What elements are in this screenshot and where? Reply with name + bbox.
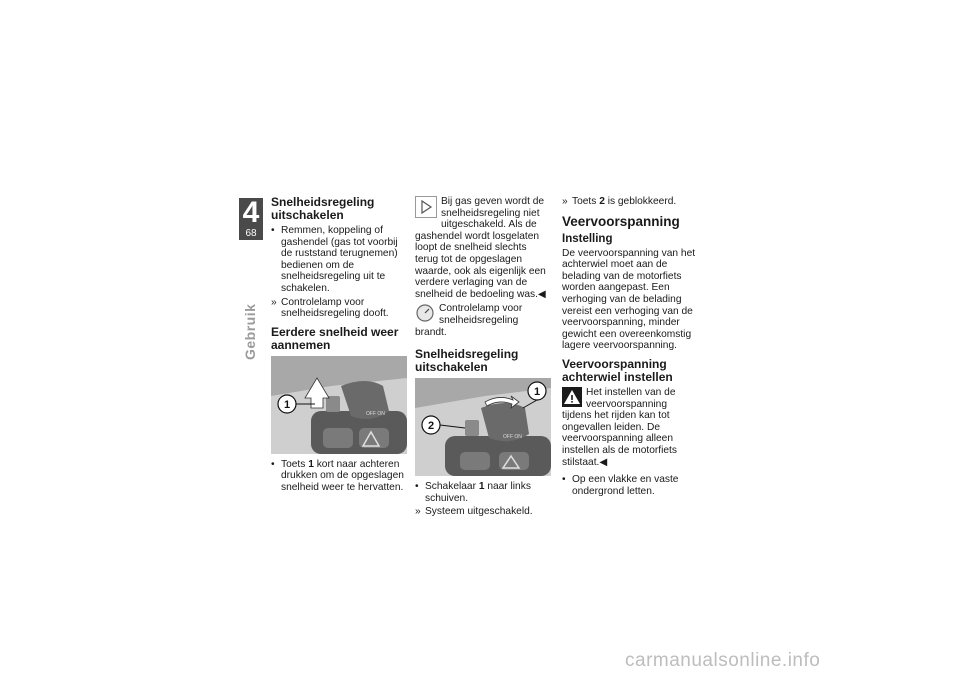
page-number: 68	[245, 228, 257, 239]
chapter-side-label: Gebruik	[242, 303, 258, 360]
item-text-pre: Schakelaar	[425, 481, 479, 493]
heading-cruise-off: Snelheidsregeling uitschakelen	[271, 195, 375, 222]
figure-callout: 1	[283, 398, 291, 411]
item-text: Systeem uitgeschakeld.	[425, 506, 533, 518]
result-item	[562, 196, 698, 208]
warning-block	[562, 387, 698, 468]
bullet-marker: •	[562, 474, 566, 486]
handlebar-switch-figure-1	[271, 356, 407, 454]
handlebar-switch-figure-2	[415, 378, 551, 476]
note-text: Bij gas geven wordt de snelheidsregeling niet uitgeschakeld. Als de gashendel wordt losgelaten loopt de snelheid slechts terug tot de opgeslagen waarde, ook als eigenlijk een verdere verlaging van de snelheid de bedoeling was.◀	[415, 196, 546, 300]
note-block	[415, 196, 551, 300]
switch-label: OFF ON	[366, 410, 385, 417]
speedometer-icon	[415, 303, 435, 323]
result-item	[415, 506, 551, 518]
column-3	[562, 196, 698, 499]
column-1	[271, 196, 407, 496]
figure-callout-1: 1	[533, 386, 541, 399]
item-text-post: is geblokkeerd.	[604, 196, 677, 207]
warning-icon	[562, 387, 582, 407]
heading-cruise-off: Snelheidsregeling uitschakelen	[415, 347, 519, 375]
list-item	[271, 225, 407, 295]
bullet-marker: •	[271, 225, 275, 236]
item-text-pre: Toets	[281, 458, 309, 470]
bullet-marker: •	[415, 481, 419, 493]
result-marker: »	[562, 196, 568, 207]
bullet-marker: •	[271, 458, 275, 470]
list-item	[271, 459, 407, 494]
play-icon	[415, 196, 437, 218]
heading-rear-preload: Veervoorspanning achterwiel instellen	[562, 356, 673, 384]
item-text-pre: Toets	[572, 196, 600, 207]
button-number: 2	[599, 196, 605, 207]
heading-resume: Eerdere snelheid weer aannemen	[271, 324, 399, 352]
heading-spring-preload: Veervoorspanning	[562, 213, 680, 229]
list-item	[415, 481, 551, 504]
result-marker: »	[415, 506, 421, 518]
chapter-number: 4	[242, 196, 260, 229]
chapter-tab	[239, 198, 263, 240]
item-text-post: kort naar achteren drukken om de opgeslagen snelheid weer te hervatten.	[281, 458, 404, 493]
item-text: Controlelamp voor snelheidsregeling dooft.	[281, 296, 389, 320]
item-text: Op een vlakke en vaste ondergrond letten.	[572, 474, 679, 497]
item-text-post: naar links schuiven.	[425, 481, 531, 504]
heading-setting: Instelling	[562, 232, 613, 245]
warning-text: Het instellen van de veervoorspanning tijdens het rijden kan tot ongevallen leiden. De veervoorspanning alleen instellen als de motorfiets stilstaat.◀	[562, 386, 677, 468]
list-item	[562, 474, 698, 497]
column-2	[415, 196, 551, 520]
button-number: 1	[308, 458, 314, 470]
result-item	[271, 297, 407, 320]
note-block	[415, 303, 551, 338]
switch-number: 1	[478, 481, 485, 493]
note-text: Controlelamp voor snelheidsregeling brandt.	[415, 303, 523, 338]
figure-callout-2: 2	[427, 420, 435, 433]
item-text: Remmen, koppeling of gashendel (gas tot voorbij de ruststand terugnemen) bedienen om de snelheidsregeling uit te schakelen.	[281, 225, 398, 294]
switch-label: OFF ON	[503, 434, 522, 441]
paragraph-preload: De veervoorspanning van het achterwiel moet aan de belading van de motorfiets worden aangepast. Een verhoging van de belading vereist een verhoging van de veervoorspanning, minder gewicht een overeenkomstig lagere veervoorspanning.	[562, 247, 696, 352]
watermark: carmanualsonline.info	[625, 650, 821, 671]
result-marker: »	[271, 296, 277, 308]
